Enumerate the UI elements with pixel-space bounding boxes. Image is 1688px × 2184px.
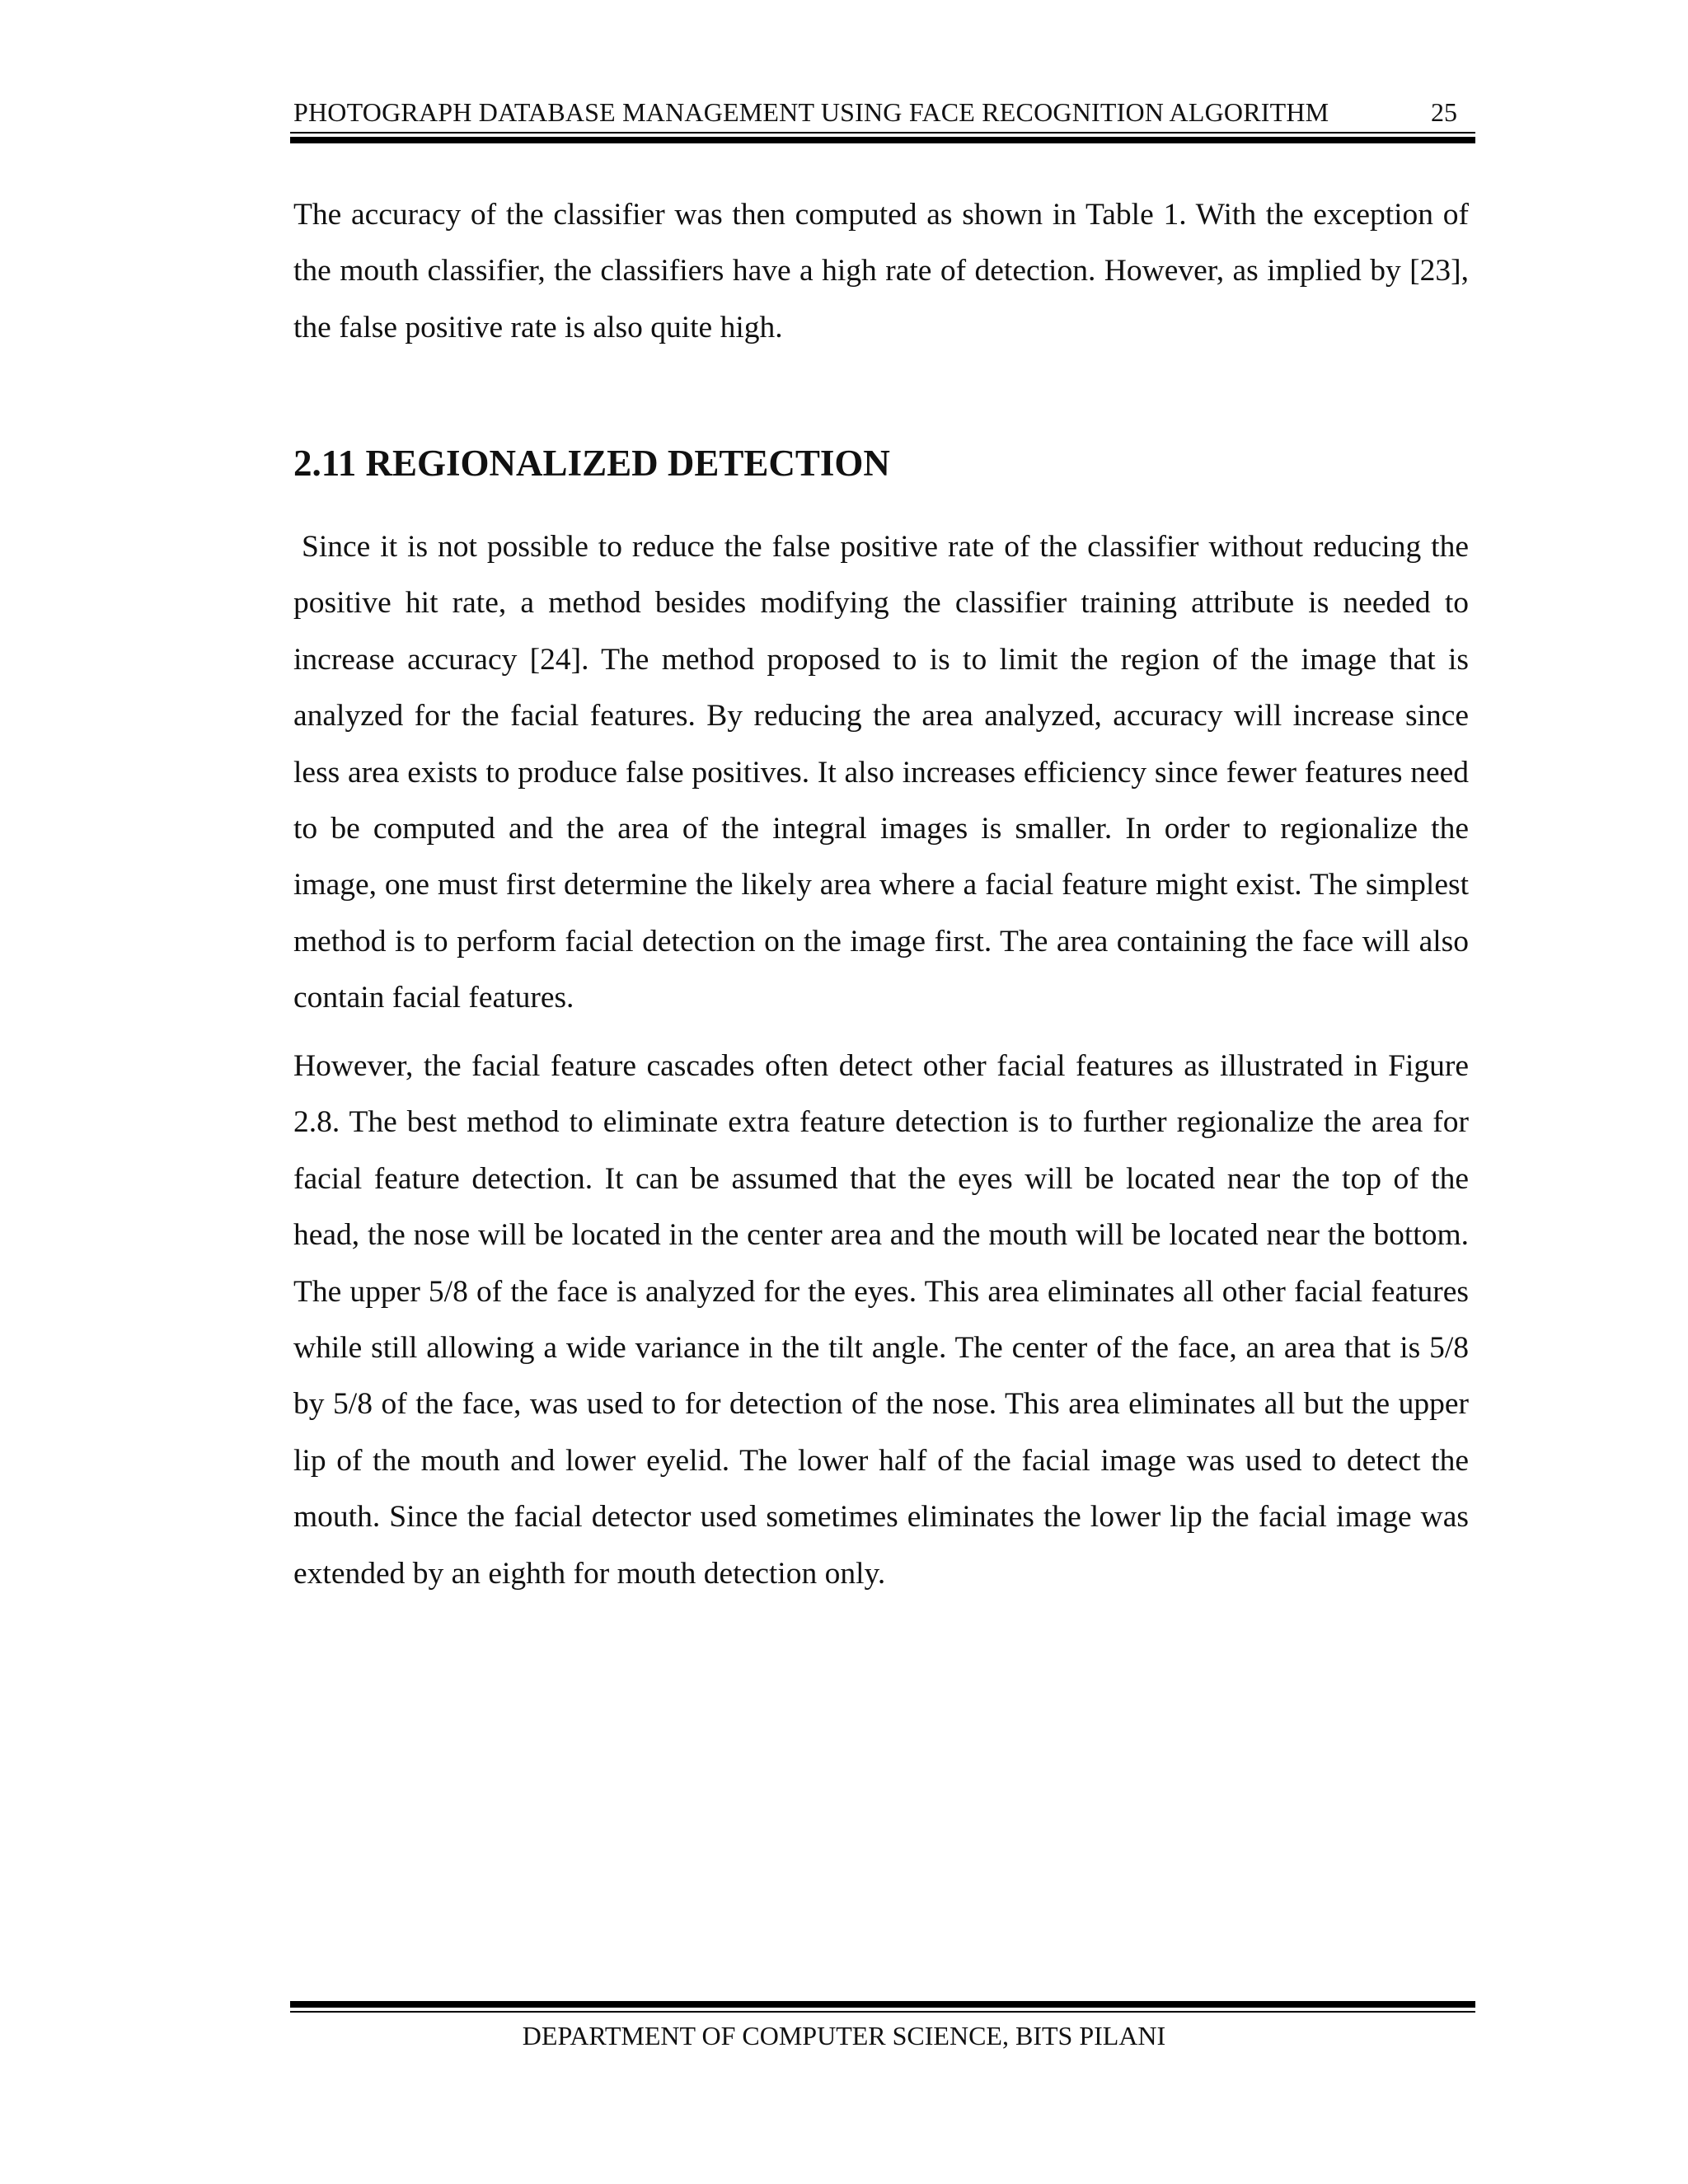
footer-text: DEPARTMENT OF COMPUTER SCIENCE, BITS PILANI (522, 2021, 1166, 2050)
section-heading: 2.11 REGIONALIZED DETECTION (293, 443, 890, 484)
footer-rule-thick (290, 2001, 1475, 2008)
body-paragraph-3: However, the facial feature cascades often detect other facial features as illustrated in Figure 2.8. The best method to eliminate extra feature detection is to further regionalize the area for facial feature detection. It can be assumed that the eyes will be located near the top of the head, the nose will be located in the center area and the mouth will be located near the bottom. The upper 5/8 of the face is analyzed for the eyes. This area eliminates all other facial features while still allowing a wide variance in the tilt angle. The center of the face, an area that is 5/8 by 5/8 of the face, was used to for detection of the nose. This area eliminates all but the upper lip of the mouth and lower eyelid. The lower half of the facial image was used to detect the mouth. Since the facial detector used sometimes eliminates the lower lip the facial image was extended by an eighth for mouth detection only. (293, 1049, 1469, 1591)
body-paragraph-1: The accuracy of the classifier was then computed as shown in Table 1. With the exception of the mouth classifier, the classifiers have a high rate of detection. However, as implied by [23], the false positive rate is also quite high. (293, 198, 1469, 344)
footer-rule-thin (290, 2011, 1475, 2013)
header-rule-thick (290, 137, 1475, 143)
page-number: 25 (1431, 97, 1457, 127)
body-paragraph-2: Since it is not possible to reduce the false positive rate of the classifier without reducing the positive hit rate, a method besides modifying the classifier training attribute is needed to increase accuracy [24]. The method proposed to is to limit the region of the image that is analyzed for the facial features. By reducing the area analyzed, accuracy will increase since less area exists to produce false positives. It also increases efficiency since fewer features need to be computed and the area of the integral images is smaller. In order to regionalize the image, one must first determine the likely area where a facial feature might exist. The simplest method is to perform facial detection on the image first. The area containing the face will also contain facial features. (293, 530, 1469, 1015)
header-rule-thin (290, 132, 1475, 134)
header-title: PHOTOGRAPH DATABASE MANAGEMENT USING FACE RECOGNITION ALGORITHM (293, 97, 1329, 127)
running-header (293, 94, 1472, 127)
